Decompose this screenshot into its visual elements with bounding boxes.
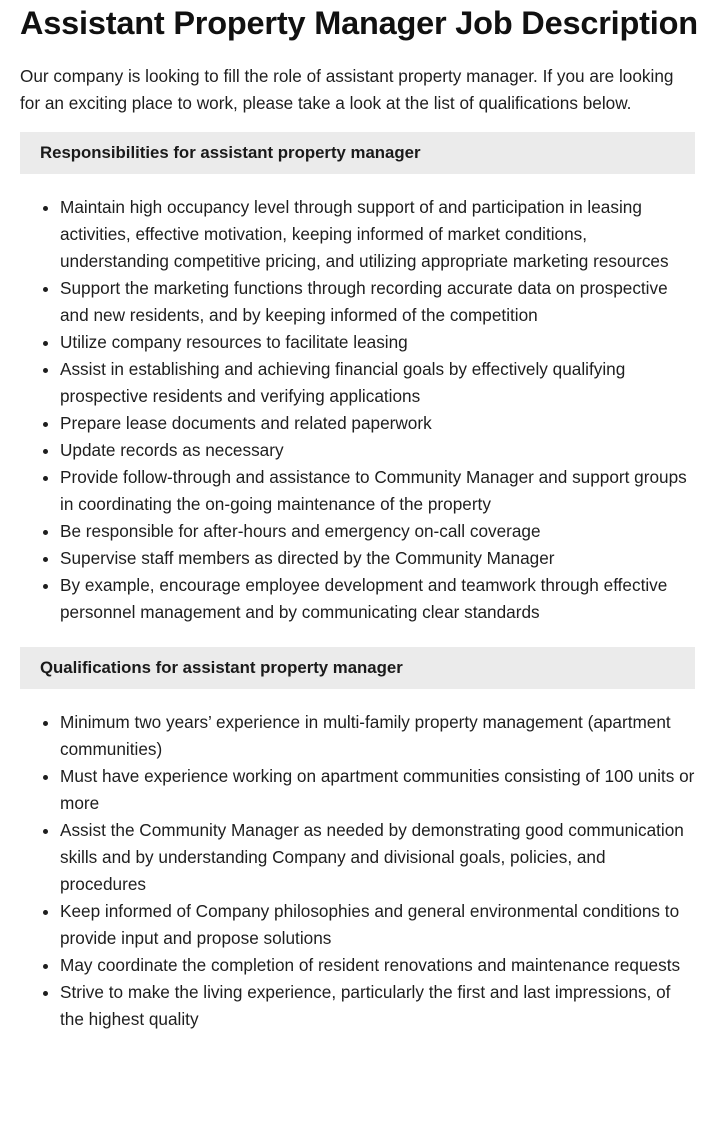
list-item: • Be responsible for after-hours and emergency on-call coverage <box>60 518 695 545</box>
list-item: • Update records as necessary <box>60 437 695 464</box>
qualifications-list <box>20 709 695 1033</box>
list-item: • Keep informed of Company philosophies and general environmental conditions to provide input and propose solutions <box>60 898 695 952</box>
list-item: • Prepare lease documents and related paperwork <box>60 410 695 437</box>
list-item: • Must have experience working on apartment communities consisting of 100 units or more <box>60 763 695 817</box>
qualifications-heading: Qualifications for assistant property manager <box>20 647 695 689</box>
list-item: • Maintain high occupancy level through support of and participation in leasing activities, effective motivation, keeping informed of market conditions, understanding competitive pricing, and utilizing appropriate marketing resources <box>60 194 695 275</box>
list-item: • Support the marketing functions through recording accurate data on prospective and new residents, and by keeping informed of the competition <box>60 275 695 329</box>
list-item: • Assist the Community Manager as needed by demonstrating good communication skills and by understanding Company and divisional goals, policies, and procedures <box>60 817 695 898</box>
list-item: • Provide follow-through and assistance to Community Manager and support groups in coordinating the on-going maintenance of the property <box>60 464 695 518</box>
responsibilities-list <box>20 194 695 626</box>
responsibilities-heading: Responsibilities for assistant property manager <box>20 132 695 174</box>
list-item: • Utilize company resources to facilitate leasing <box>60 329 695 356</box>
list-item: • Assist in establishing and achieving financial goals by effectively qualifying prospective residents and verifying applications <box>60 356 695 410</box>
page-title: Assistant Property Manager Job Description <box>20 5 698 41</box>
list-item: • Supervise staff members as directed by the Community Manager <box>60 545 695 572</box>
intro-paragraph: Our company is looking to fill the role of assistant property manager. If you are looking for an exciting place to work, please take a look at the list of qualifications below. <box>20 66 674 113</box>
list-item: • By example, encourage employee development and teamwork through effective personnel management and by communicating clear standards <box>60 572 695 626</box>
list-item: • Minimum two years’ experience in multi-family property management (apartment communities) <box>60 709 695 763</box>
list-item: • May coordinate the completion of resident renovations and maintenance requests <box>60 952 695 979</box>
list-item: • Strive to make the living experience, particularly the first and last impressions, of the highest quality <box>60 979 695 1033</box>
